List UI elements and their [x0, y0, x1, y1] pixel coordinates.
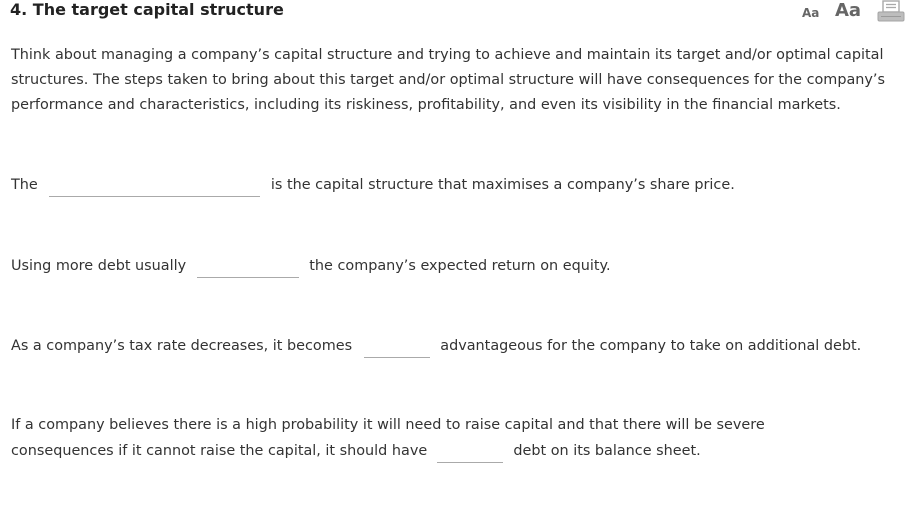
- question-title: 4. The target capital structure: [10, 0, 284, 19]
- question-2: [11, 253, 611, 279]
- question-3: [11, 333, 861, 359]
- question-2-answer-dropdown[interactable]: [197, 261, 299, 278]
- question-4-answer-dropdown[interactable]: [437, 446, 503, 463]
- question-1-answer-dropdown[interactable]: [49, 180, 260, 197]
- question-header: [0, 0, 924, 26]
- question-3-text-before: As a company’s tax rate decreases, it becomes: [11, 338, 353, 354]
- question-4-line-1: If a company believes there is a high probability it will need to raise capital and that there will be severe: [11, 417, 765, 433]
- increase-font-button[interactable]: Aa: [835, 0, 862, 21]
- question-4-text-after: debt on its balance sheet.: [513, 443, 701, 459]
- question-1-text-after: is the capital structure that maximises a company’s share price.: [270, 177, 735, 193]
- print-button[interactable]: [877, 0, 905, 22]
- question-1-text-before: The: [11, 177, 38, 193]
- question-2-text-before: Using more debt usually: [11, 258, 187, 274]
- decrease-font-button[interactable]: Aa: [802, 6, 820, 20]
- question-4: [11, 438, 701, 464]
- question-3-text-after: advantageous for the company to take on additional debt.: [440, 338, 862, 354]
- question-2-text-after: the company’s expected return on equity.: [309, 258, 611, 274]
- intro-paragraph: Think about managing a company’s capital structure and trying to achieve and maintain its target and/or optimal capital structures. The steps taken to bring about this target and/or optimal structure will have consequences for the company’s performance and characteristics, including its riskiness, profitability, and even its visibility in the financial markets.: [11, 47, 885, 113]
- question-3-answer-dropdown[interactable]: [364, 341, 430, 358]
- printer-icon: [877, 0, 905, 22]
- question-4-text-before: consequences if it cannot raise the capital, it should have: [11, 443, 428, 459]
- question-1: [11, 172, 735, 198]
